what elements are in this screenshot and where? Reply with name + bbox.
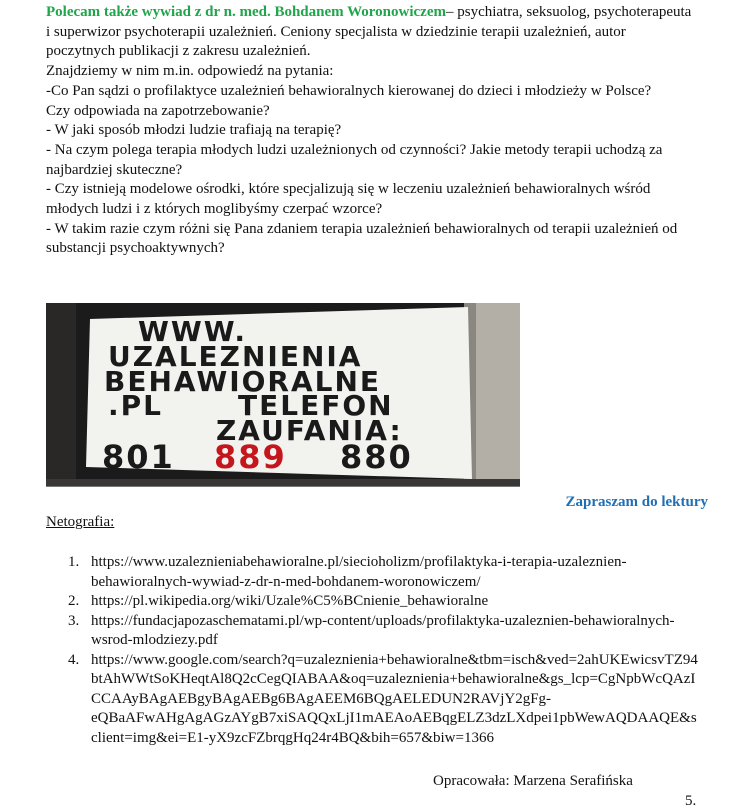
- intro-line-3: poczytnych publikacji z zakresu uzależnień.: [46, 43, 311, 60]
- helpline-sign-photo: [46, 303, 520, 487]
- question-2: - W jaki sposób młodzi ludzie trafiają na terapię?: [46, 122, 342, 139]
- sign-phone-part-3: 880: [340, 438, 413, 476]
- sign-behawioralne: BEHAWIORALNE: [104, 365, 382, 398]
- reference-link-cont[interactable]: wsrod-mlodziezy.pdf: [91, 632, 218, 648]
- sign-uzaleznienia: UZALEZNIENIA: [108, 340, 363, 373]
- reference-link-cont[interactable]: eQBaAFwAHgAgAGzAYgB7xiSAQQxLjI1mAEAoAEBqgELZ3dzLXdpei1pbWewAQDAAQE&s: [91, 710, 697, 726]
- reference-item-2: 2. https://pl.wikipedia.org/wiki/Uzale%C5%BCnienie_behawioralne: [46, 592, 726, 612]
- interview-highlight: Polecam także wywiad z dr n. med. Bohdanem Woronowiczem: [46, 4, 446, 20]
- question-5-cont: substancji psychoaktywnych?: [46, 240, 225, 257]
- sign-pl: .PL: [108, 389, 163, 422]
- reference-link-cont[interactable]: client=img&ei=E1-yX9zcFZbrqgHq24r4BQ&bih=657&biw=1366: [91, 729, 494, 746]
- closing-invitation: Zapraszam do lektury: [565, 494, 708, 510]
- intro-line-4: Znajdziemy w nim m.in. odpowiedź na pytania:: [46, 63, 334, 80]
- reference-item-4: 4. https://www.google.com/search?q=uzaleznienia+behawioralne&tbm=isch&ved=2ahUKEwicsvTZ94 btAhWWtSoKHeqtAl8Q2cCegQIABAA&oq=uzaleznienia+behawioralne&gs_lcp=CgNpbWcQAzI CCAAyBAgAEBgyBAgAEBg6BAgAEEM6BQgAELEDUN2RAVjY2gFg- eQBaAFwAHgAgAGzAYgB7xiSAQQxLjI1mAEAoAEBqgELZ3dzLXdpei1pbWewAQDAAQE&s client=img&ei=E1-yX9zcFZbrqgHq24r4BQ&bih=657&biw=1366: [46, 651, 726, 749]
- question-1-cont: Czy odpowiada na zapotrzebowanie?: [46, 102, 270, 119]
- reference-link[interactable]: https://www.uzaleznieniabehawioralne.pl/siecioholizm/profilaktyka-i-terapia-uzaleznien-: [91, 554, 627, 570]
- intro-paragraph: [46, 3, 726, 259]
- page-number: 5.: [685, 793, 697, 809]
- sign-telefon: TELEFON: [238, 389, 394, 422]
- sign-phone-part-1: 801: [102, 438, 175, 476]
- question-4: - Czy istnieją modelowe ośrodki, które specjalizują się w leczeniu uzależnień behawioralnych wśród: [46, 181, 651, 198]
- reference-link-cont[interactable]: CCAAyBAgAEBgyBAgAEBg6BAgAEEM6BQgAELEDUN2RAVjY2gFg-: [91, 690, 552, 707]
- intro-line-2: i superwizor psychoterapii uzależnień. Ceniony specjalista w dziedzinie terapii uzależnień, autor: [46, 23, 626, 40]
- reference-link[interactable]: https://fundacjapozaschematami.pl/wp-content/uploads/profilaktyka-uzaleznien-behawioralnych-: [91, 612, 675, 629]
- question-3-cont: najbardziej skuteczne?: [46, 161, 183, 178]
- reference-link[interactable]: https://www.google.com/search?q=uzaleznienia+behawioralne&tbm=isch&ved=2ahUKEwicsvTZ94: [91, 651, 698, 668]
- reference-item-3: 3. https://fundacjapozaschematami.pl/wp-content/uploads/profilaktyka-uzaleznien-behawioralnych- wsrod-mlodziezy.pdf: [46, 612, 726, 651]
- reference-link-cont[interactable]: btAhWWtSoKHeqtAl8Q2cCegQIABAA&oq=uzaleznienia+behawioralne&gs_lcp=CgNpbWcQAzI: [91, 671, 696, 687]
- sign-www: WWW.: [138, 315, 248, 348]
- sign-phone-part-2: 889: [214, 438, 287, 476]
- author-credit: Opracowała: Marzena Serafińska: [433, 773, 633, 789]
- reference-link[interactable]: https://pl.wikipedia.org/wiki/Uzale%C5%BCnienie_behawioralne: [91, 593, 489, 609]
- sign-zaufania: ZAUFANIA:: [216, 414, 403, 447]
- helpline-sign-graphic: [46, 303, 520, 487]
- netografia-heading: Netografia:: [46, 514, 115, 530]
- intro-line-1: Polecam także wywiad z dr n. med. Bohdanem Woronowiczem– psychiatra, seksuolog, psychoterapeuta: [46, 4, 692, 20]
- question-4-cont: młodych ludzi i z których moglibyśmy czerpać wzorce?: [46, 201, 383, 218]
- question-5: - W takim razie czym różni się Pana zdaniem terapia uzależnień behawioralnych od terapii uzależnień od: [46, 220, 678, 237]
- reference-link-cont[interactable]: behawioralnych-wywiad-z-dr-n-med-bohdanem-woronowiczem/: [91, 573, 481, 590]
- reference-item-1: 1. https://www.uzaleznieniabehawioralne.pl/siecioholizm/profilaktyka-i-terapia-uzaleznien- behawioralnych-wywiad-z-dr-n-med-bohdanem-woronowiczem/: [46, 553, 726, 592]
- question-3: - Na czym polega terapia młodych ludzi uzależnionych od czynności? Jakie metody terapii uchodzą za: [46, 141, 663, 158]
- question-1: -Co Pan sądzi o profilaktyce uzależnień behawioralnych kierowanej do dzieci i młodzieży w Polsce?: [46, 82, 652, 99]
- netografia-list: [46, 553, 726, 748]
